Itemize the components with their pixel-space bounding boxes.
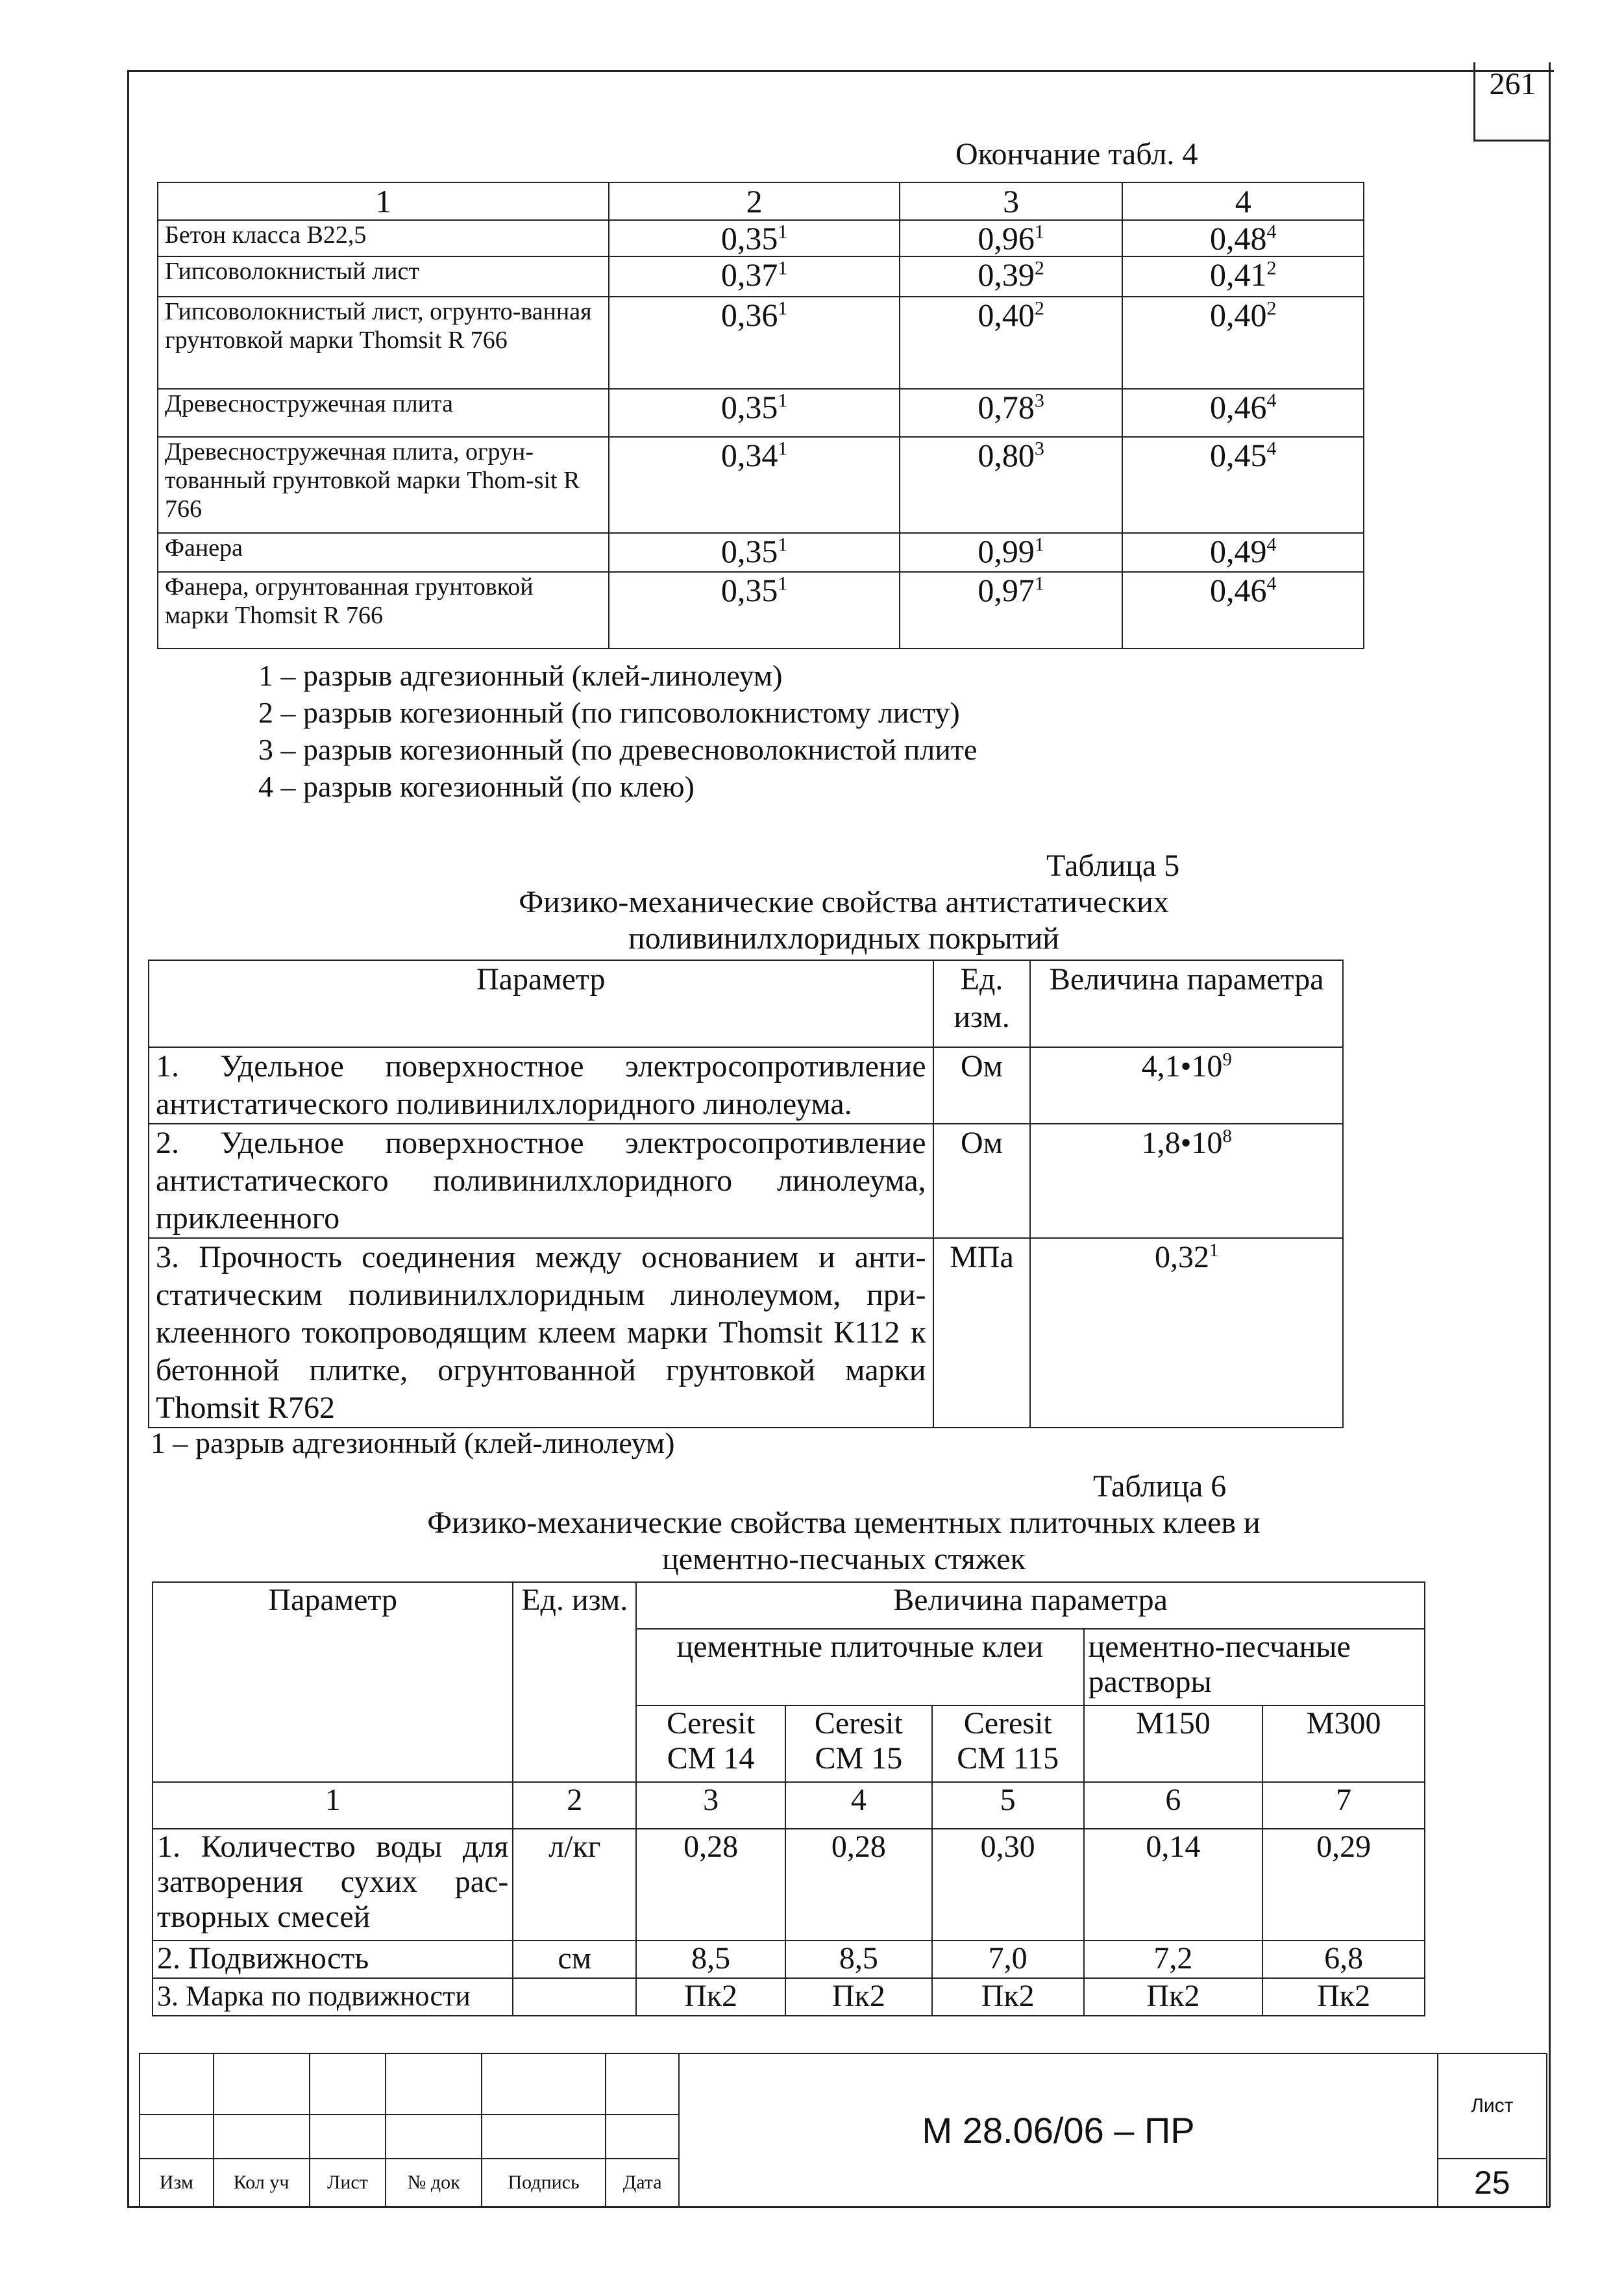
value-cell: 6,8 xyxy=(1262,1940,1425,1978)
stamp-label-doc-no: № док xyxy=(386,2159,482,2207)
material-name: Фанера xyxy=(158,533,609,572)
stamp-cell xyxy=(606,2053,680,2114)
table-row xyxy=(149,1047,1343,1124)
value-cell: 8,5 xyxy=(785,1940,932,1978)
value-cell: Пк2 xyxy=(785,1978,932,2016)
table5 xyxy=(148,960,1344,1428)
stamp-cell xyxy=(214,2114,310,2159)
table6-header-row xyxy=(153,1582,1425,1629)
frame-left xyxy=(127,70,129,2207)
table4 xyxy=(157,182,1364,649)
table-row xyxy=(158,389,1364,437)
table5-title-line2: поливинилхлоридных покрытий xyxy=(628,921,1059,956)
material-name: Гипсоволокнистый лист, огрунто-ванная грунтовкой марки Thomsit R 766 xyxy=(158,297,609,389)
note-item: 4 – разрыв когезионный (по клею) xyxy=(258,770,695,803)
table5-title xyxy=(389,884,1298,957)
stamp-label-sheet: Лист xyxy=(310,2159,386,2207)
stamp-cell xyxy=(140,2053,214,2114)
table-row xyxy=(158,437,1364,533)
value-cell: 7,2 xyxy=(1084,1940,1263,1978)
page-number-box xyxy=(1473,62,1550,142)
frame-top xyxy=(127,70,1554,72)
table6-title xyxy=(325,1505,1363,1578)
table5-note: 1 – разрыв адгезионный (клей-линолеум) xyxy=(151,1426,675,1459)
value-cell: 0,45$^4$ xyxy=(1122,437,1364,533)
column-number: 4 xyxy=(785,1782,932,1829)
value-cell: 0,28 xyxy=(636,1829,785,1940)
value-cell: 0,35$^1$ xyxy=(609,533,899,572)
frame-right xyxy=(1549,62,1551,2207)
value-cell: 0,32$^1$ xyxy=(1030,1238,1343,1428)
value-cell: $1,8•10^8$ xyxy=(1030,1124,1343,1238)
stamp-label-date: Дата xyxy=(606,2159,680,2207)
header-mortars: цементно-песчаные растворы xyxy=(1084,1629,1425,1705)
column-number: 1 xyxy=(153,1782,513,1829)
table4-header: 1 xyxy=(158,182,609,220)
header-product: Ceresit CM 115 xyxy=(932,1705,1084,1782)
unit-cell: см xyxy=(513,1940,636,1978)
parameter-cell: 1. Количество воды для затворения сухих рас-творных смесей xyxy=(153,1829,513,1940)
value-cell: 0,29 xyxy=(1262,1829,1425,1940)
value-cell: $4,1•10^9$ xyxy=(1030,1047,1343,1124)
note-item: 3 – разрыв когезионный (по древесноволокнистой плите xyxy=(258,733,978,766)
table5-label: Таблица 5 xyxy=(1046,849,1180,883)
value-cell: Пк2 xyxy=(932,1978,1084,2016)
table-row xyxy=(158,533,1364,572)
value-cell: 0,49$^4$ xyxy=(1122,533,1364,572)
stamp-label-signature: Подпись xyxy=(482,2159,606,2207)
table-row xyxy=(158,220,1364,256)
value-cell: 0,46$^4$ xyxy=(1122,389,1364,437)
table6-title-line2: цементно-песчаных стяжек xyxy=(662,1542,1026,1576)
stamp-cell xyxy=(482,2053,606,2114)
header-parameter: Параметр xyxy=(149,960,933,1047)
table5-header-row xyxy=(149,960,1343,1047)
value-cell: 0,39$^2$ xyxy=(900,256,1123,297)
value-cell: 0,80$^3$ xyxy=(900,437,1123,533)
value-cell: 0,35$^1$ xyxy=(609,389,899,437)
header-value: Величина параметра xyxy=(1030,960,1343,1047)
sheet-number: 25 xyxy=(1438,2159,1547,2207)
table-row xyxy=(153,1978,1425,2016)
header-value: Величина параметра xyxy=(636,1582,1425,1629)
header-product: М300 xyxy=(1262,1705,1425,1782)
note-item: 2 – разрыв когезионный (по гипсоволокнистому листу) xyxy=(258,696,960,729)
stamp-label-change: Изм xyxy=(140,2159,214,2207)
stamp-cell xyxy=(482,2114,606,2159)
title-block xyxy=(139,2053,1547,2207)
value-cell: 0,35$^1$ xyxy=(609,572,899,649)
table-row xyxy=(153,1829,1425,1940)
stamp-cell xyxy=(310,2053,386,2114)
material-name: Фанера, огрунтованная грунтовкой марки Thomsit R 766 xyxy=(158,572,609,649)
value-cell: 0,40$^2$ xyxy=(900,297,1123,389)
column-number: 5 xyxy=(932,1782,1084,1829)
unit-cell: л/кг xyxy=(513,1829,636,1940)
value-cell: 0,96$^1$ xyxy=(900,220,1123,256)
sheet-label: Лист xyxy=(1438,2053,1547,2159)
value-cell: Пк2 xyxy=(636,1978,785,2016)
table-row xyxy=(158,297,1364,389)
header-unit: Ед. изм. xyxy=(933,960,1031,1047)
page-number: 261 xyxy=(1489,67,1536,101)
header-product: Ceresit CM 14 xyxy=(636,1705,785,1782)
parameter-cell: 2. Удельное поверхностное электросопротивление антистатического поливинилхлоридного линолеума, приклеенного xyxy=(149,1124,933,1238)
document-code: М 28.06/06 – ПР xyxy=(679,2053,1437,2207)
unit-cell: МПа xyxy=(933,1238,1031,1428)
unit-cell: Ом xyxy=(933,1047,1031,1124)
table6 xyxy=(152,1581,1425,2016)
parameter-cell: 3. Марка по подвижности xyxy=(153,1978,513,2016)
value-cell: 0,46$^4$ xyxy=(1122,572,1364,649)
value-cell: 0,34$^1$ xyxy=(609,437,899,533)
column-number: 3 xyxy=(636,1782,785,1829)
value-cell: 0,14 xyxy=(1084,1829,1263,1940)
value-cell: 0,37$^1$ xyxy=(609,256,899,297)
header-product: Ceresit CM 15 xyxy=(785,1705,932,1782)
value-cell: 0,78$^3$ xyxy=(900,389,1123,437)
value-cell: 0,48$^4$ xyxy=(1122,220,1364,256)
table4-caption: Окончание табл. 4 xyxy=(955,137,1198,171)
column-number: 2 xyxy=(513,1782,636,1829)
table-row xyxy=(149,1124,1343,1238)
unit-cell xyxy=(513,1978,636,2016)
stamp-row xyxy=(140,2053,1547,2114)
parameter-cell: 1. Удельное поверхностное электросопротивление антистатического поливинилхлоридного линолеума. xyxy=(149,1047,933,1124)
table4-notes xyxy=(258,657,977,805)
table6-number-row xyxy=(153,1782,1425,1829)
value-cell: 0,28 xyxy=(785,1829,932,1940)
unit-cell: Ом xyxy=(933,1124,1031,1238)
table5-title-line1: Физико-механические свойства антистатических xyxy=(519,885,1169,919)
note-item: 1 – разрыв адгезионный (клей-линолеум) xyxy=(258,659,783,692)
value-cell: 8,5 xyxy=(636,1940,785,1978)
value-cell: 0,30 xyxy=(932,1829,1084,1940)
material-name: Бетон класса В22,5 xyxy=(158,220,609,256)
header-parameter: Параметр xyxy=(153,1582,513,1782)
value-cell: 0,41$^2$ xyxy=(1122,256,1364,297)
table4-header: 4 xyxy=(1122,182,1364,220)
table-row xyxy=(158,256,1364,297)
material-name: Древесностружечная плита, огрун-тованный грунтовкой марки Thom-sit R 766 xyxy=(158,437,609,533)
table4-header: 2 xyxy=(609,182,899,220)
material-name: Древесностружечная плита xyxy=(158,389,609,437)
header-product: М150 xyxy=(1084,1705,1263,1782)
stamp-cell xyxy=(386,2114,482,2159)
material-name: Гипсоволокнистый лист xyxy=(158,256,609,297)
table4-header: 3 xyxy=(900,182,1123,220)
stamp-label-count: Кол уч xyxy=(214,2159,310,2207)
stamp-cell xyxy=(214,2053,310,2114)
stamp-cell xyxy=(386,2053,482,2114)
table-row xyxy=(153,1940,1425,1978)
table6-label: Таблица 6 xyxy=(1093,1469,1227,1504)
header-glues: цементные плиточные клеи xyxy=(636,1629,1083,1705)
parameter-cell: 3. Прочность соединения между основанием и анти-статическим поливинилхлоридным линолеумом, при-клеенного токопроводящим клеем марки Thomsit К112 к бетонной плитке, огрунтованной грунтовкой марки Thomsit R762 xyxy=(149,1238,933,1428)
value-cell: 7,0 xyxy=(932,1940,1084,1978)
column-number: 7 xyxy=(1262,1782,1425,1829)
stamp-cell xyxy=(140,2114,214,2159)
value-cell: 0,36$^1$ xyxy=(609,297,899,389)
table4-header-row xyxy=(158,182,1364,220)
column-number: 6 xyxy=(1084,1782,1263,1829)
value-cell: 0,40$^2$ xyxy=(1122,297,1364,389)
parameter-cell: 2. Подвижность xyxy=(153,1940,513,1978)
table6-title-line1: Физико-механические свойства цементных плиточных клеев и xyxy=(427,1506,1261,1540)
table-row xyxy=(158,572,1364,649)
value-cell: 0,97$^1$ xyxy=(900,572,1123,649)
header-unit: Ед. изм. xyxy=(513,1582,636,1782)
value-cell: 0,99$^1$ xyxy=(900,533,1123,572)
value-cell: Пк2 xyxy=(1084,1978,1263,2016)
table-row xyxy=(149,1238,1343,1428)
stamp-cell xyxy=(310,2114,386,2159)
value-cell: Пк2 xyxy=(1262,1978,1425,2016)
stamp-cell xyxy=(606,2114,680,2159)
value-cell: 0,35$^1$ xyxy=(609,220,899,256)
